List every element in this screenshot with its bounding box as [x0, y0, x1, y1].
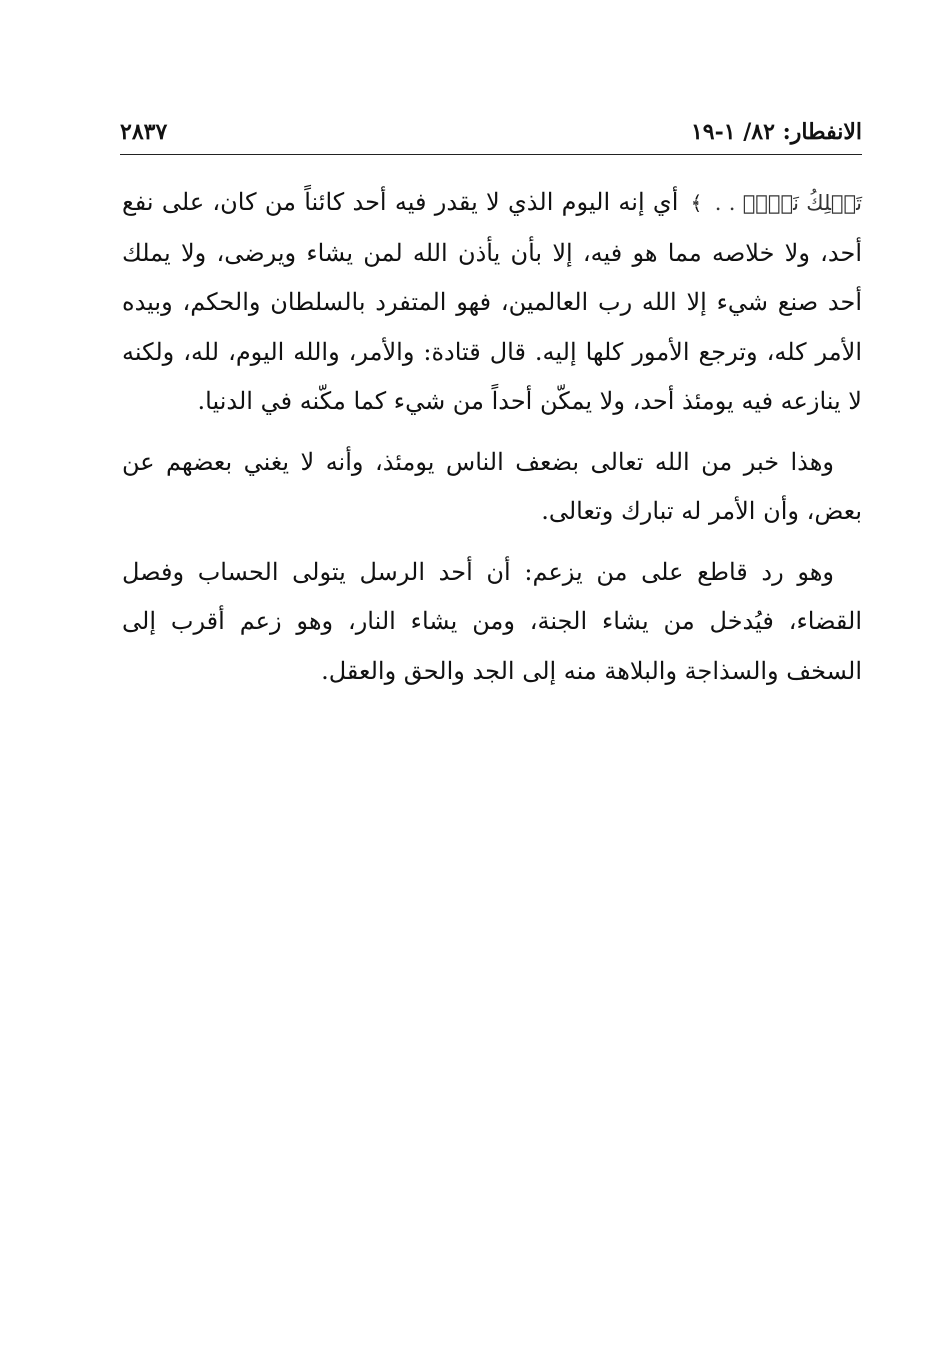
paragraph-1 [122, 178, 862, 427]
empty-page-area [122, 720, 862, 1280]
chapter-reference: الانفطار: ٨٢/ ١-١٩ [690, 119, 862, 145]
page-body [122, 178, 862, 696]
page-number: ٢٨٣٧ [120, 119, 168, 145]
header-divider [120, 154, 862, 155]
verse-bracket-icon: ﴾ [690, 191, 703, 215]
paragraph-3-text: وهو رد قاطع على من يزعم: أن أحد الرسل يتولى الحساب وفصل القضاء، فيُدخل من يشاء الجنة، ومن يشاء النار، وهو زعم أقرب إلى السخف والسذاجة والبلاهة منه إلى الجد والحق والعقل. [122, 557, 862, 685]
quran-verse-fragment: تَمۡلِكُ نَفۡسٞ . . [714, 191, 862, 215]
running-header [120, 116, 862, 150]
paragraph-3 [122, 548, 862, 697]
paragraph-2 [122, 438, 862, 537]
paragraph-2-text: وهذا خبر من الله تعالى بضعف الناس يومئذ، وأنه لا يغني بعضهم عن بعض، وأن الأمر له تبارك وتعالى. [122, 447, 862, 525]
paragraph-1-text: أي إنه اليوم الذي لا يقدر فيه أحد كائناً من كان، على نفع أحد، ولا خلاصه مما هو فيه، إلا بأن يأذن الله لمن يشاء ويرضى، ولا يملك أحد صنع شيء إلا الله رب العالمين، فهو المتفرد بالسلطان والحكم، وبيده الأمر كله، وترجع الأمور كلها إليه. قال قتادة: والأمر، والله اليوم، لله، ولكنه لا ينازعه فيه يومئذ أحد، ولا يمكّن أحداً من شيء كما مكّنه في الدنيا. [122, 188, 862, 415]
